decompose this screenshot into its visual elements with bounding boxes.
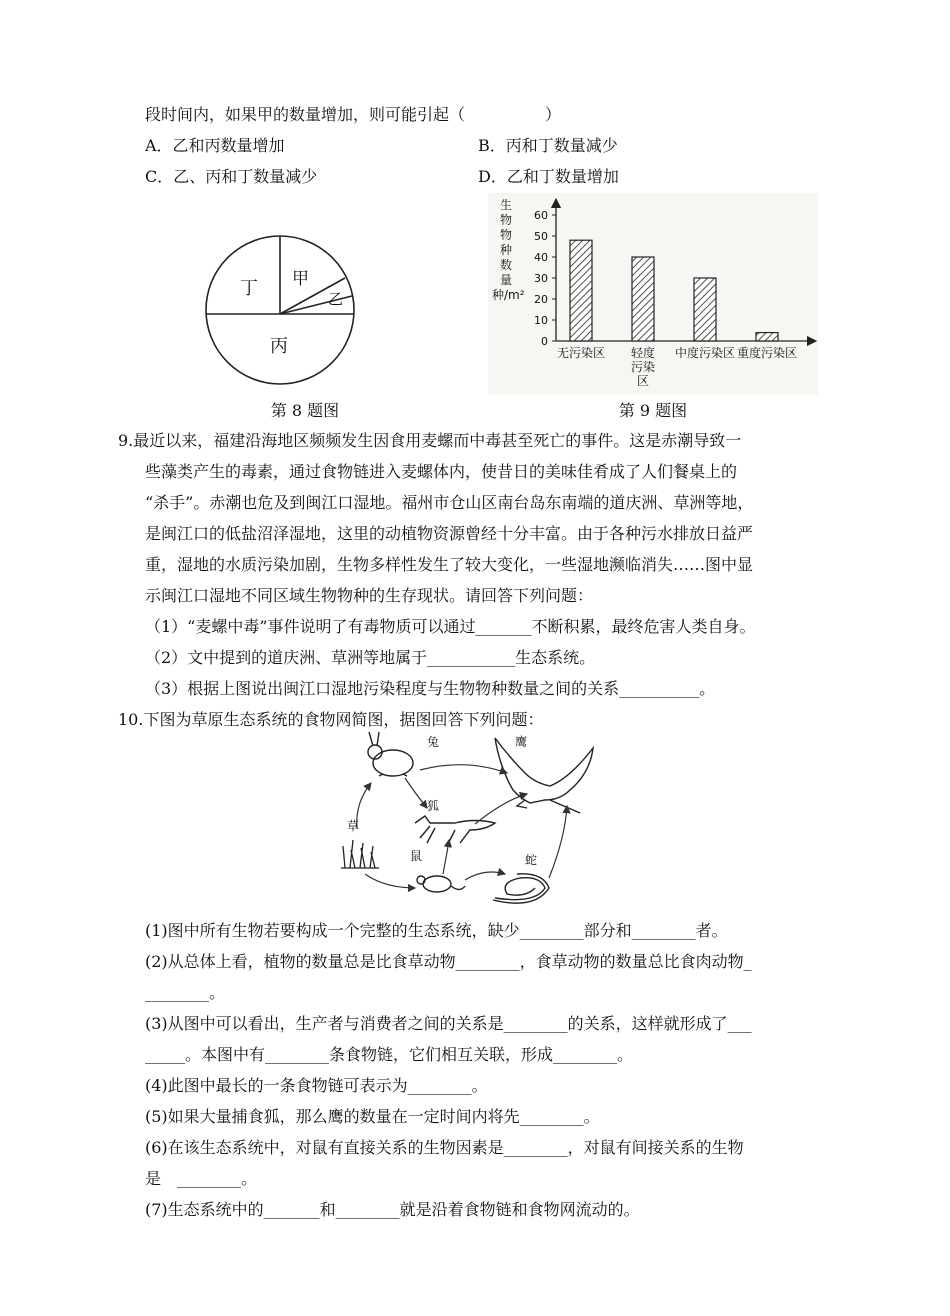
q8-option-c: C．乙、丙和丁数量减少	[145, 167, 318, 186]
q10-sub-6b: 是 ________。	[145, 1169, 258, 1188]
q8-option-d: D．乙和丁数量增加	[478, 167, 619, 186]
mouse-drawing	[417, 876, 465, 892]
q9-sub-3: （3）根据上图说出闽江口湿地污染程度与生物物种数量之间的关系__________。	[145, 679, 716, 698]
arrow-rabbit-eagle	[420, 765, 507, 773]
q10-sub-3b: _____。本图中有________条食物链，它们相互关联，形成________。	[145, 1045, 634, 1064]
pie-label-jia: 甲	[292, 269, 309, 289]
y-tick-label: 50	[534, 230, 548, 243]
x-category-label: 污染	[630, 360, 656, 374]
q9-line-1: 9.最近以来，福建沿海地区频频发生因食用麦螺而中毒甚至死亡的事件。这是赤潮导致一	[118, 431, 742, 450]
label-fox: 狐	[427, 799, 440, 813]
y-axis-label-part: 物	[500, 228, 513, 242]
y-tick-label: 10	[534, 314, 548, 327]
arrow-snake-eagle	[549, 806, 567, 878]
bar	[570, 240, 592, 341]
q9-line-6: 示闽江口湿地不同区域生物物种的生存现状。请回答下列问题：	[145, 586, 594, 605]
y-axis-label-part: 物	[500, 213, 513, 227]
label-rabbit: 兔	[427, 735, 440, 749]
q10-stem: 10.下图为草原生态系统的食物网简图，据图回答下列问题：	[118, 710, 544, 729]
rabbit-drawing	[368, 732, 413, 776]
x-category-label: 无污染区	[556, 346, 606, 360]
y-axis-label-part: 数	[500, 258, 513, 272]
y-tick-label: 30	[534, 272, 548, 285]
q10-sub-5: (5)如果大量捕食狐，那么鹰的数量在一定时间内将先________。	[145, 1107, 600, 1126]
snake-drawing	[493, 874, 549, 903]
figure-9-caption: 第 9 题图	[618, 401, 688, 420]
bar	[632, 257, 654, 341]
arrow-fox-eagle	[475, 794, 527, 824]
y-tick-label: 40	[534, 251, 548, 264]
q10-sub-7: (7)生态系统中的_______和________就是沿着食物链和食物网流动的。	[145, 1200, 640, 1219]
q8-option-b: B．丙和丁数量减少	[478, 136, 618, 155]
y-tick-label: 0	[541, 335, 548, 348]
x-category-label: 区	[636, 374, 650, 388]
x-category-label: 中度污染区	[674, 346, 736, 360]
q9-line-4: 是闽江口的低盐沼泽湿地，这里的动植物资源曾经十分丰富。由于各种污水排放日益严	[145, 524, 754, 543]
label-snake: 蛇	[525, 853, 538, 867]
grass-drawing	[341, 840, 379, 868]
q8-stem-tail: 段时间内，如果甲的数量增加，则可能引起（ ）	[145, 105, 562, 124]
q8-option-a: A．乙和丙数量增加	[145, 136, 285, 155]
y-axis-label-part: 种/m²	[492, 288, 525, 302]
label-mouse: 鼠	[410, 849, 423, 863]
q9-line-5: 重，湿地的水质污染加剧，生物多样性发生了较大变化，一些湿地濒临消失……图中显	[145, 555, 754, 574]
label-grass: 草	[347, 819, 360, 833]
label-eagle: 鹰	[515, 735, 528, 749]
pie-label-ding: 丁	[240, 278, 258, 299]
q10-sub-6: (6)在该生态系统中，对鼠有直接关系的生物因素是________，对鼠有间接关系的生物	[145, 1138, 744, 1157]
y-axis-label-part: 量	[500, 273, 513, 287]
q10-sub-4: (4)此图中最长的一条食物链可表示为________。	[145, 1076, 488, 1095]
fox-drawing	[415, 816, 495, 846]
pie-label-bing: 丙	[270, 336, 288, 357]
q9-line-2: 些藻类产生的毒素，通过食物链进入麦螺体内，使昔日的美味佳肴成了人们餐桌上的	[145, 462, 738, 481]
q10-sub-2: (2)从总体上看，植物的数量总是比食草动物________，食草动物的数量总比食肉动物_	[145, 952, 752, 971]
q10-sub-3: (3)从图中可以看出，生产者与消费者之间的关系是________的关系，这样就形成了___	[145, 1014, 752, 1033]
arrow-mouse-fox	[443, 840, 449, 874]
y-tick-label: 20	[534, 293, 548, 306]
eagle-drawing	[495, 738, 593, 813]
q9-sub-2: （2）文中提到的道庆洲、草洲等地属于___________生态系统。	[145, 648, 596, 667]
q8-pie-figure	[200, 230, 360, 390]
food-web-arrows	[357, 765, 567, 888]
arrow-mouse-snake	[465, 872, 505, 880]
x-category-label: 轻度	[630, 346, 656, 360]
q9-bar-chart	[488, 193, 818, 395]
y-tick-label: 60	[534, 209, 548, 222]
q9-line-3: “杀手”。赤潮也危及到闽江口湿地。福州市仓山区南台岛东南端的道庆洲、草洲等地，	[145, 493, 754, 512]
y-axis-label-part: 生	[500, 198, 513, 212]
x-category-label: 重度污染区	[736, 346, 798, 360]
bar	[694, 278, 716, 341]
arrow-rabbit-fox	[405, 778, 427, 808]
y-axis-label-part: 种	[500, 243, 513, 257]
figure-8-caption: 第 8 题图	[270, 401, 340, 420]
food-web-figure	[335, 728, 615, 910]
q10-sub-2b: ________。	[145, 983, 226, 1002]
q10-sub-1: (1)图中所有生物若要构成一个完整的生态系统，缺少________部分和________者。	[145, 921, 728, 940]
arrow-grass-mouse	[365, 874, 415, 888]
q9-sub-1: （1）“麦螺中毒”事件说明了有毒物质可以通过_______不断积累，最终危害人类自身。	[145, 617, 756, 636]
bar	[756, 333, 778, 341]
pie-label-yi: 乙	[328, 290, 344, 308]
